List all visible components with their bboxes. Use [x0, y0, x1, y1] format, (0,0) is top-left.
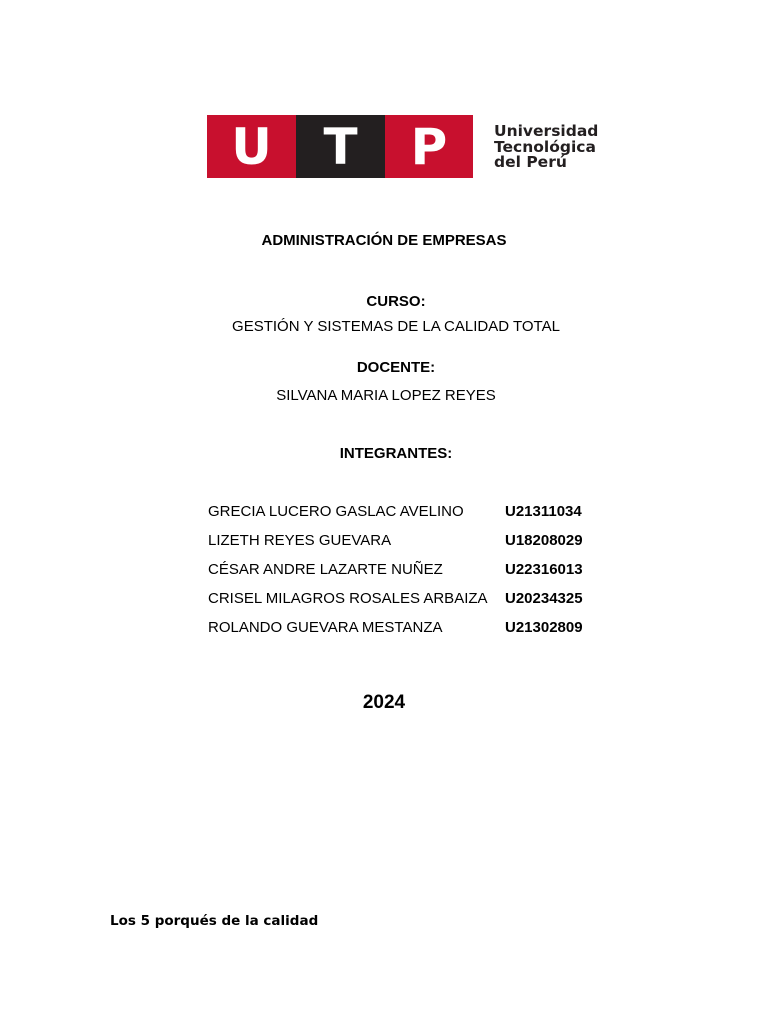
logo-letter-bar [207, 115, 473, 178]
course-name: GESTIÓN Y SISTEMAS DE LA CALIDAD TOTAL [232, 318, 560, 335]
member-code: U21311034 [505, 503, 582, 520]
member-code: U20234325 [505, 590, 583, 607]
member-name: LIZETH REYES GUEVARA [208, 532, 392, 549]
course-heading: CURSO: [366, 293, 426, 310]
members-heading: INTEGRANTES: [339, 445, 453, 462]
logo-line-1: Universidad [494, 122, 599, 140]
section-title: Los 5 porqués de la calidad [110, 913, 319, 929]
member-code: U22316013 [505, 561, 583, 578]
member-name: GRECIA LUCERO GASLAC AVELINO [208, 503, 464, 520]
year: 2024 [362, 692, 406, 713]
logo-line-2: Tecnológica [494, 137, 596, 156]
teacher-name: SILVANA MARIA LOPEZ REYES [276, 387, 496, 404]
logo-line-3: del Perú [494, 153, 567, 171]
member-name: ROLANDO GUEVARA MESTANZA [208, 619, 443, 636]
degree-title: ADMINISTRACIÓN DE EMPRESAS [261, 232, 507, 249]
utp-logo [207, 115, 617, 179]
member-name: CÉSAR ANDRE LAZARTE NUÑEZ [208, 561, 443, 578]
logo-letter-u: U [207, 115, 296, 178]
teacher-heading: DOCENTE: [356, 359, 436, 376]
member-code: U18208029 [505, 532, 583, 549]
member-code: U21302809 [505, 619, 583, 636]
logo-letter-t: T [296, 115, 385, 178]
member-name: CRISEL MILAGROS ROSALES ARBAIZA [208, 590, 488, 607]
logo-wordmark [494, 123, 598, 170]
logo-letter-p: P [385, 115, 473, 178]
